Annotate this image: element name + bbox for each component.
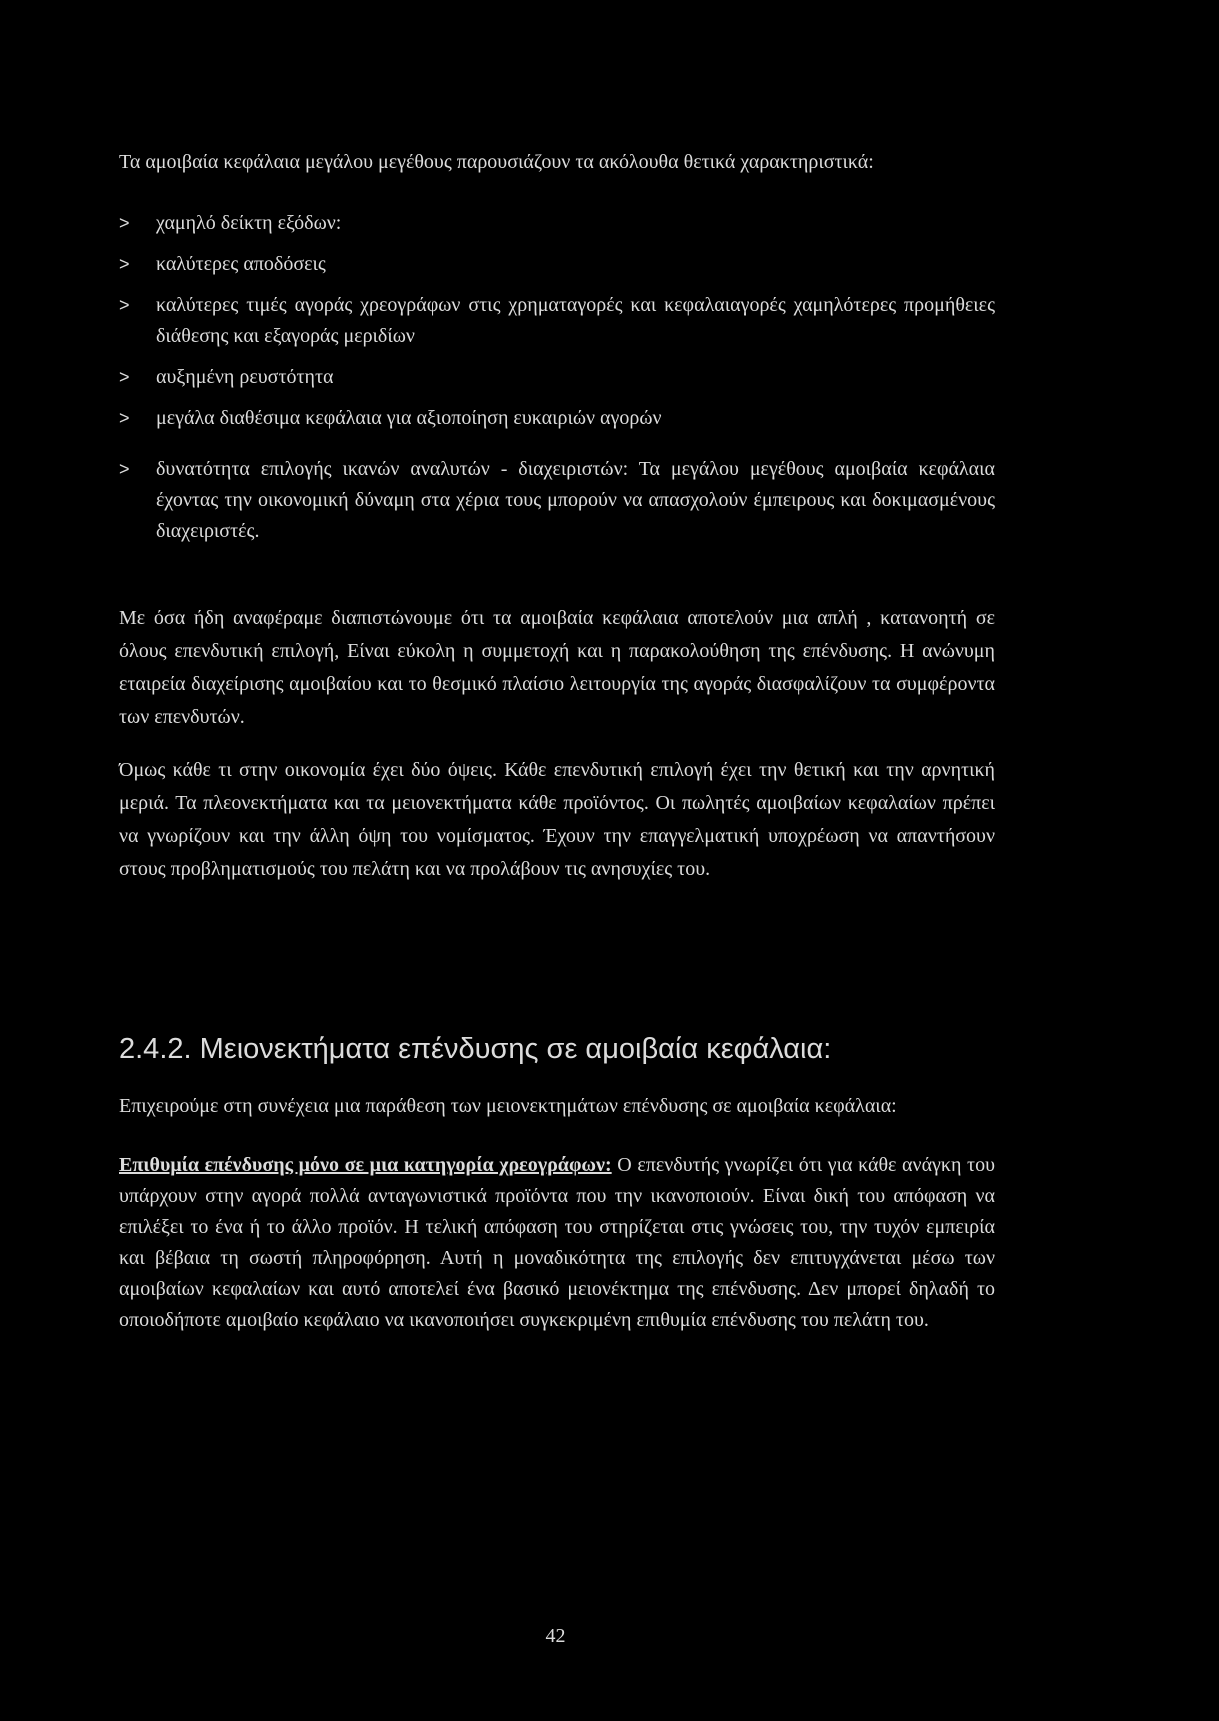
- paragraph-text: Ο επενδυτής γνωρίζει ότι για κάθε ανάγκη του υπάρχουν στην αγορά πολλά ανταγωνιστικά προϊόντα που την ικανοποιούν. Είναι δική του απόφαση να επιλέξει το ένα ή το άλλο προϊόν. Η τελική απόφαση του στηρίζεται στις γνώσεις του, την τυχόν εμπειρία και βέβαια τη σωστή πληροφόρηση. Αυτή η μοναδικότητα της επιλογής δεν επιτυγχάνεται μέσω των αμοιβαίων κεφαλαίων και αυτό αποτελεί ένα βασικό μειονέκτημα της επένδυσης. Δεν μπορεί δηλαδή το οποιοδήποτε αμοιβαίο κεφάλαιο να ικανοποιήσει συγκεκριμένη επιθυμία επένδυσης του πελάτη του.: [119, 1154, 995, 1332]
- list-item-text: μεγάλα διαθέσιμα κεφάλαια για αξιοποίηση ευκαιριών αγορών: [156, 407, 662, 429]
- body-paragraph: [119, 1150, 995, 1336]
- intro-paragraph: Τα αμοιβαία κεφάλαια μεγάλου μεγέθους παρουσιάζουν τα ακόλουθα θετικά χαρακτηριστικά:: [119, 151, 874, 173]
- document-body: [119, 147, 995, 1336]
- body-paragraph: Επιχειρούμε στη συνέχεια μια παράθεση των μειονεκτημάτων επένδυσης σε αμοιβαία κεφάλαια:: [119, 1095, 897, 1118]
- bullet-arrow-icon: >: [119, 254, 130, 274]
- list-item: [119, 249, 995, 280]
- body-paragraph: Με όσα ήδη αναφέραμε διαπιστώνουμε ότι τα αμοιβαία κεφάλαια αποτελούν μια απλή , κατανοητή σε όλους επενδυτική επιλογή, Είναι εύκολη η συμμετοχή και η παρακολούθηση της επένδυσης. Η ανώνυμη εταιρεία διαχείρισης αμοιβαίου και το θεσμικό πλαίσιο λειτουργία της αγοράς διασφαλίζουν τα συμφέροντα των επενδυτών.: [119, 607, 995, 728]
- bullet-arrow-icon: >: [119, 408, 130, 428]
- emphasized-term: Επιθυμία επένδυσης μόνο σε μια κατηγορία χρεογράφων:: [119, 1154, 612, 1177]
- list-item-text: δυνατότητα επιλογής ικανών αναλυτών - διαχειριστών: Τα μεγάλου μεγέθους αμοιβαία κεφάλαια έχοντας την οικονομική δύναμη στα χέρια τους μπορούν να απασχολούν έμπειρους και δοκιμασμένους διαχειριστές.: [156, 458, 995, 542]
- page-number: 42: [545, 1625, 566, 1647]
- list-item: [119, 403, 995, 434]
- advantages-list: [119, 208, 995, 547]
- list-item: [119, 290, 995, 352]
- list-item-text: καλύτερες αποδόσεις: [156, 253, 326, 275]
- list-item-text: καλύτερες τιμές αγοράς χρεογράφων στις χρηματαγορές και κεφαλαιαγορές χαμηλότερες προμήθειες διάθεσης και εξαγοράς μεριδίων: [156, 294, 995, 347]
- list-item-text: χαμηλό δείκτη εξόδων:: [156, 212, 342, 234]
- bullet-arrow-icon: >: [119, 295, 130, 315]
- bullet-arrow-icon: >: [119, 367, 130, 387]
- list-item: [119, 208, 995, 239]
- bullet-arrow-icon: >: [119, 459, 130, 479]
- section-heading: 2.4.2. Μειονεκτήματα επένδυσης σε αμοιβαία κεφάλαια:: [119, 1033, 832, 1065]
- body-paragraph: Όμως κάθε τι στην οικονομία έχει δύο όψεις. Κάθε επενδυτική επιλογή έχει την θετική και την αρνητική μεριά. Τα πλεονεκτήματα και τα μειονεκτήματα κάθε προϊόντος. Οι πωλητές αμοιβαίων κεφαλαίων πρέπει να γνωρίζουν και την άλλη όψη του νομίσματος. Έχουν την επαγγελματική υποχρέωση να απαντήσουν στους προβληματισμούς του πελάτη και να προλάβουν τις ανησυχίες του.: [119, 759, 995, 880]
- bullet-arrow-icon: >: [119, 213, 130, 233]
- list-item: [119, 454, 995, 547]
- list-item: [119, 362, 995, 393]
- list-item-text: αυξημένη ρευστότητα: [156, 366, 334, 388]
